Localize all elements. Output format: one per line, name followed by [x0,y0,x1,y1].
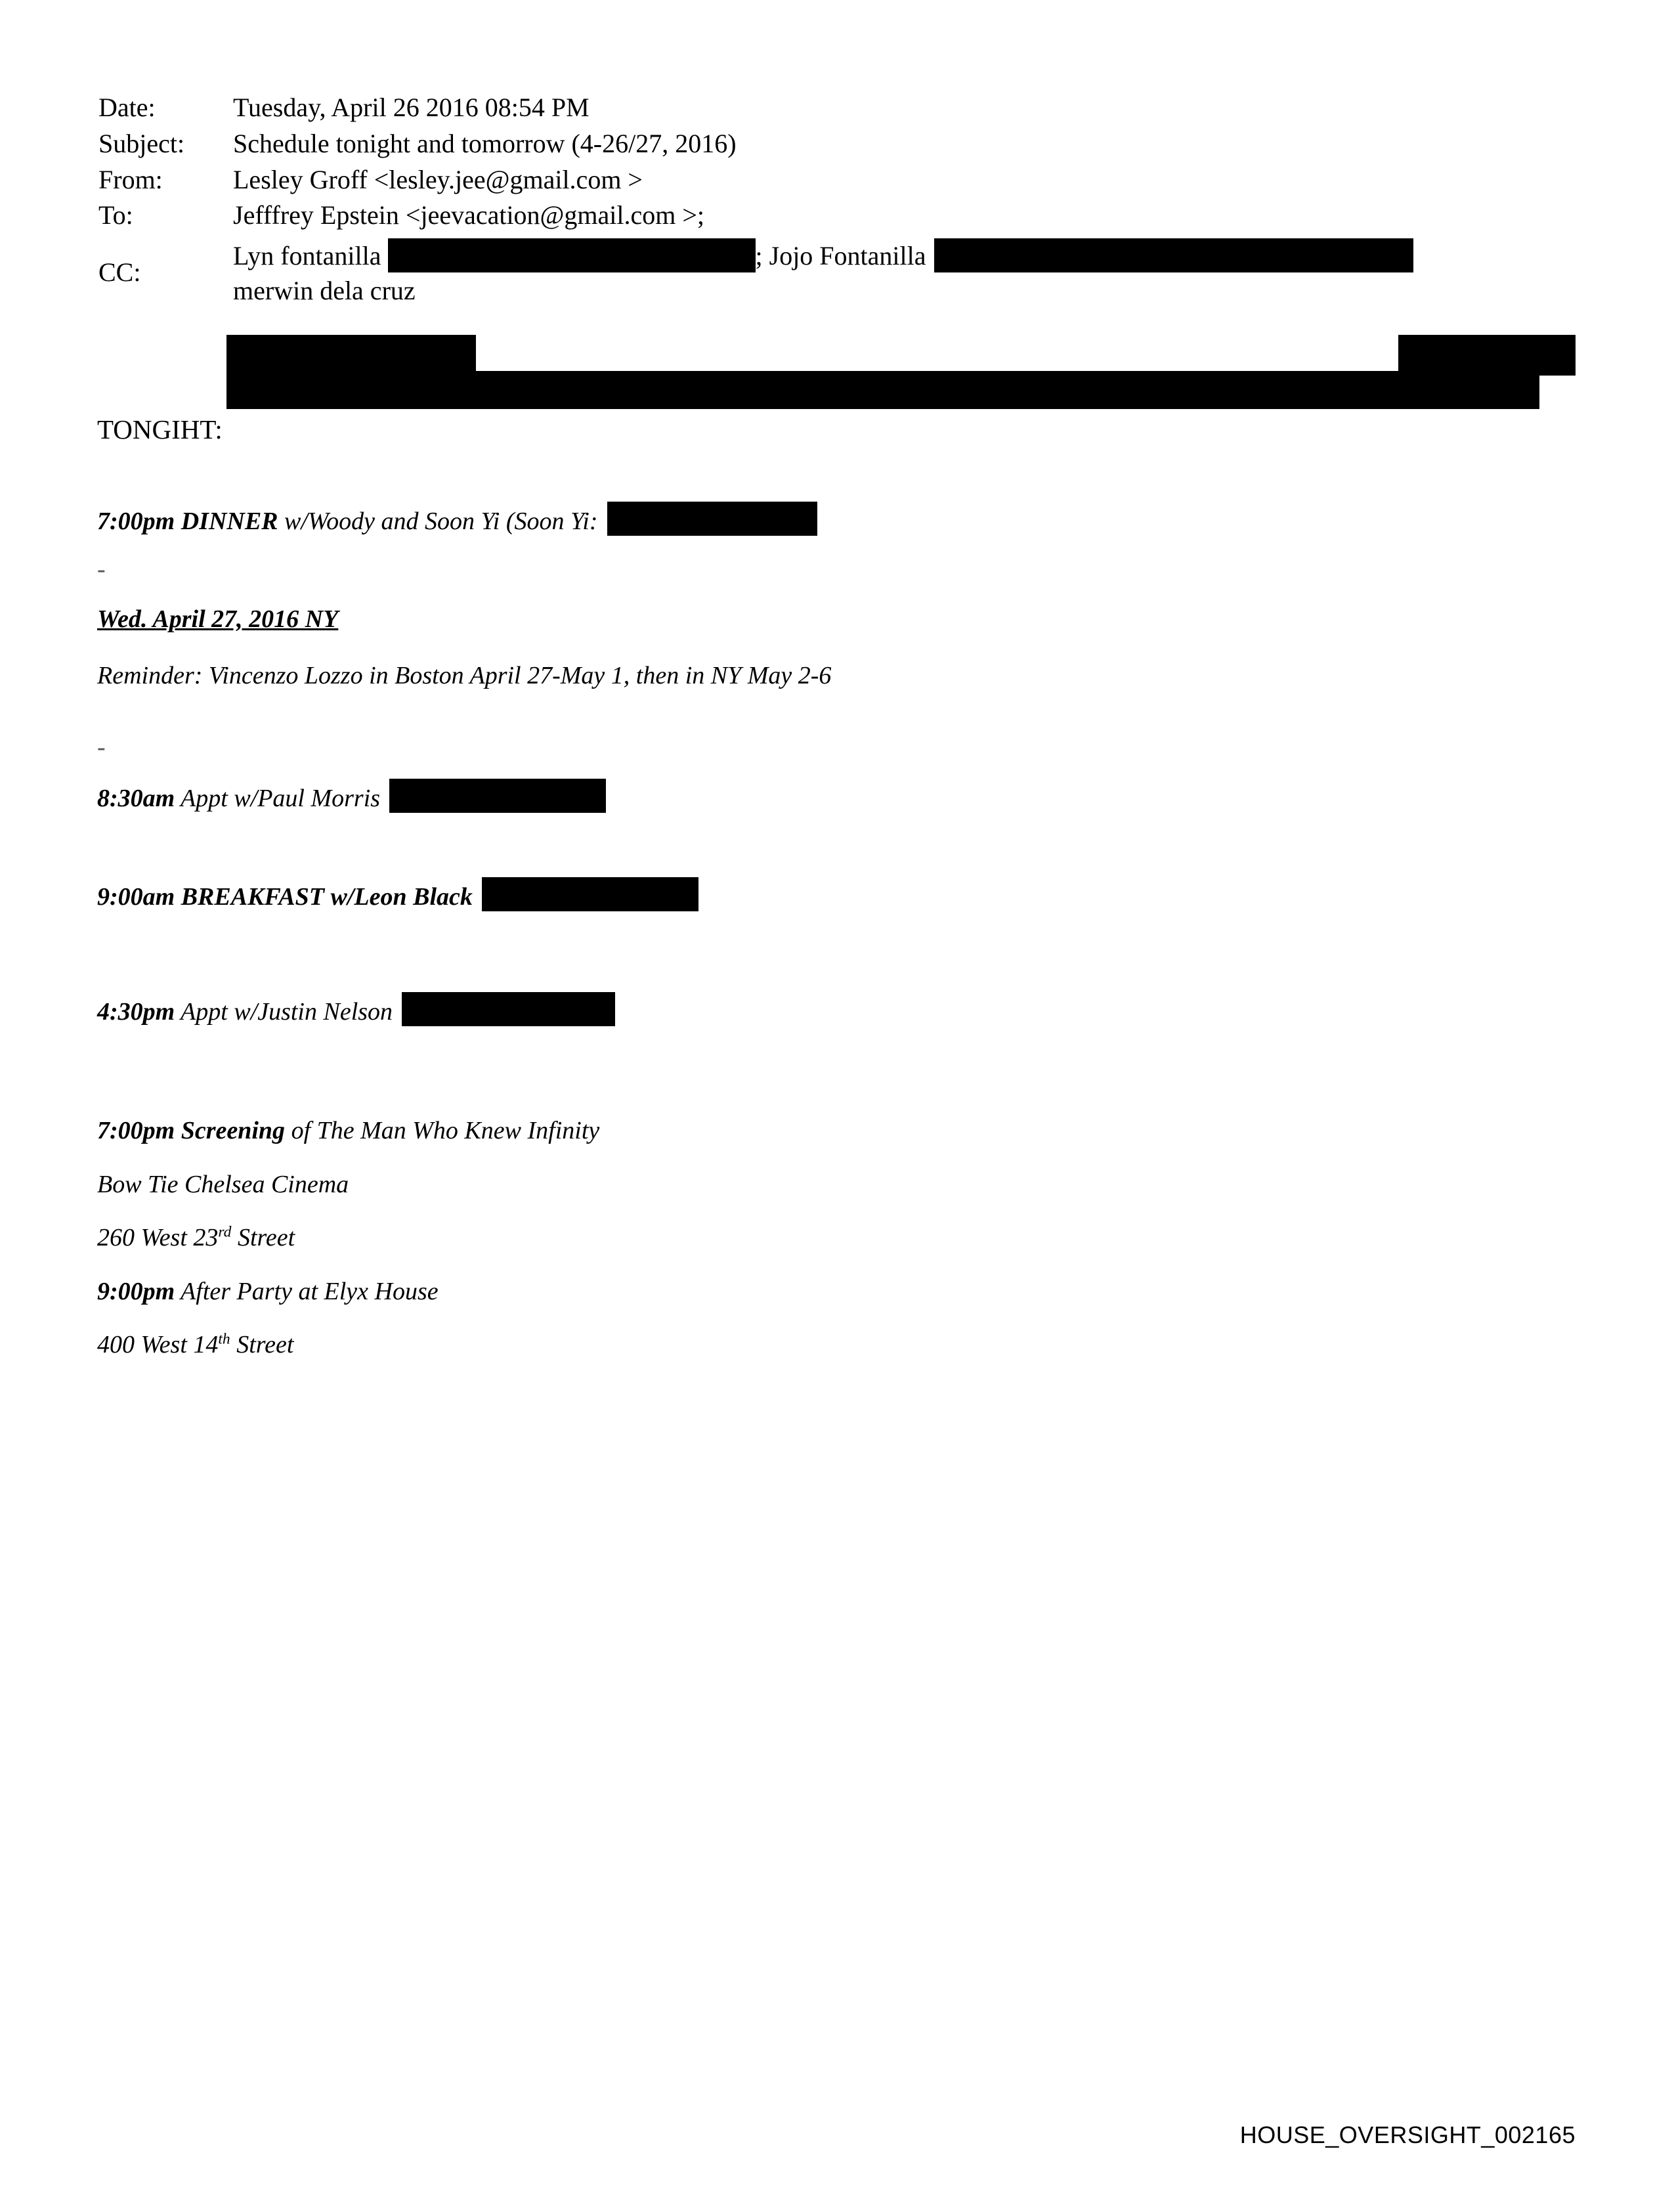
dinner-time: 7:00pm DINNER [97,508,278,535]
appointment-paul-morris [97,779,1581,815]
dinner-line [97,502,1581,538]
after-party-time: 9:00pm [97,1277,175,1305]
cc-name-lyn: Lyn fontanilla [233,241,381,271]
subject-label: Subject: [98,128,185,158]
after-party-text: After Party at Elyx House [181,1277,439,1305]
screening-text: of The Man Who Knew Infinity [291,1117,600,1145]
screening-line [97,1115,1581,1147]
separator-dash-2: - [97,733,106,762]
cc-line-1 [233,238,1576,272]
redaction-bar [226,335,476,376]
cc-line-2 [233,275,1576,307]
subject-value: Schedule tonight and tomorrow (4-26/27, 2016) [233,128,737,158]
header-row-date [98,92,1576,124]
separator-dash-1: - [97,555,106,584]
breakfast-time: 9:00am BREAKFAST [97,882,324,911]
from-value: Lesley Groff <lesley.jee@gmail.com > [233,164,643,194]
dinner-text: w/Woody and Soon Yi (Soon Yi: [284,508,598,535]
redaction-bar [402,992,615,1026]
party-address-ordinal: th [218,1330,230,1348]
redaction-bar [226,371,1539,409]
cc-label: CC: [98,257,141,288]
email-body [97,414,1581,1368]
email-header [98,92,1576,311]
cc-name-merwin: merwin dela cruz [233,276,416,306]
redaction-bar [389,779,606,813]
screening-time: 7:00pm Screening [97,1117,286,1145]
party-address-number: 400 West 14 [97,1330,219,1358]
from-label: From: [98,164,163,194]
appt-paul-time: 8:30am [97,785,175,813]
header-row-from [98,164,1576,196]
redaction-bar [934,238,1413,272]
header-row-to [98,200,1576,232]
tonight-heading: TONGIHT: [97,414,223,445]
header-row-cc [98,238,1576,307]
date-value: Tuesday, April 26 2016 08:54 PM [233,93,590,122]
after-party-address [97,1329,1581,1361]
to-label: To: [98,200,133,230]
redaction-bar [1398,335,1576,376]
cinema-address [97,1222,1581,1254]
date-label: Date: [98,93,156,122]
party-address-rest: Street [230,1330,294,1358]
appt-justin-text: Appt w/Justin Nelson [181,997,393,1026]
cinema-address-rest: Street [231,1224,295,1252]
header-row-subject [98,128,1576,160]
appointment-justin-nelson [97,992,1581,1028]
redaction-bar [388,238,756,272]
cc-value [233,238,1576,307]
reminder-line: Reminder: Vincenzo Lozzo in Boston April 27-May 1, then in NY May 2-6 [97,661,832,689]
cc-name-jojo: ; Jojo Fontanilla [755,241,926,271]
redaction-bar [607,502,817,536]
bates-number: HOUSE_OVERSIGHT_002165 [1239,2121,1576,2148]
cinema-name: Bow Tie Chelsea Cinema [97,1170,349,1198]
cinema-address-ordinal: rd [218,1223,232,1241]
breakfast-leon-black [97,877,1581,913]
appt-justin-time: 4:30pm [97,997,175,1026]
appt-paul-text: Appt w/Paul Morris [181,785,381,813]
to-value: Jefffrey Epstein <jeevacation@gmail.com >; [233,200,705,230]
redaction-bar [482,877,698,911]
wednesday-heading: Wed. April 27, 2016 NY [97,605,339,634]
breakfast-text: w/Leon Black [330,882,473,911]
cinema-address-number: 260 West 23 [97,1224,219,1252]
after-party-line [97,1276,1581,1308]
